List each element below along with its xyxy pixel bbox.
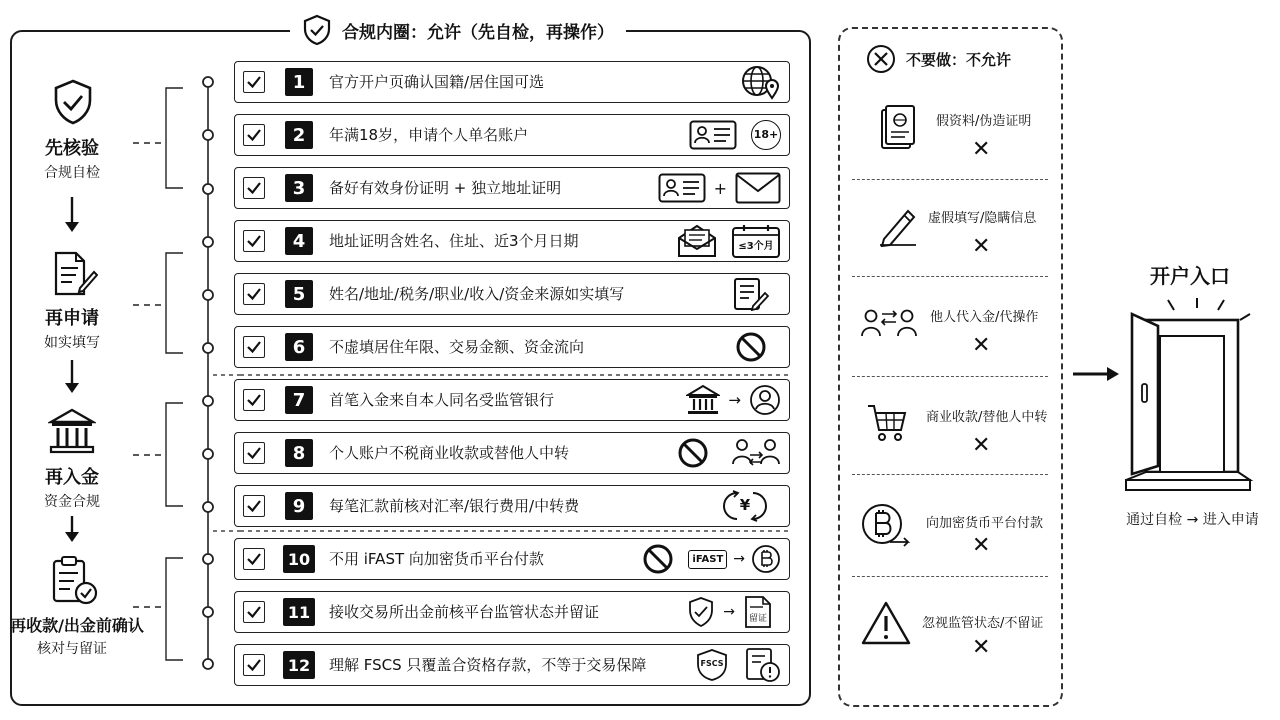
dont-label: 他人代入金/代操作 bbox=[930, 310, 1039, 325]
cross-mark: ✕ bbox=[972, 234, 991, 259]
phase-title-3: 再入金 bbox=[45, 467, 99, 488]
dont-label: 假资料/伪造证明 bbox=[936, 114, 1032, 129]
dont-label: 虚假填写/隐瞒信息 bbox=[928, 211, 1037, 226]
passport-icon bbox=[880, 104, 920, 152]
checklist-item-5[interactable] bbox=[234, 273, 790, 315]
item-text: 每笔汇款前核对汇率/银行费用/中转费 bbox=[329, 497, 580, 515]
id-card-icon bbox=[658, 173, 706, 203]
arrow-right: → bbox=[728, 391, 741, 409]
checkbox-checked[interactable] bbox=[243, 177, 265, 199]
item-text: 个人账户不税商业收款或替他人中转 bbox=[329, 444, 570, 462]
dont-label: 向加密货币平台付款 bbox=[926, 516, 1044, 531]
dont-header bbox=[866, 44, 1011, 74]
dont-item-2 bbox=[852, 197, 1048, 293]
checkbox-checked[interactable] bbox=[243, 654, 265, 676]
item-text: 不虚填居住年限、交易金额、资金流向 bbox=[329, 338, 585, 356]
divider bbox=[852, 576, 1048, 577]
entrance-caption: 通过自检 → 进入申请 bbox=[1126, 512, 1259, 528]
item-number: 9 bbox=[285, 492, 313, 520]
calendar-icon bbox=[731, 223, 781, 259]
checkbox-checked[interactable] bbox=[243, 336, 265, 358]
envelope-icon bbox=[735, 172, 781, 204]
dont-label: 商业收款/替他人中转 bbox=[926, 410, 1048, 425]
phase-subtitle-2: 如实填写 bbox=[44, 335, 100, 351]
id-card-icon bbox=[689, 120, 737, 150]
dont-item-1 bbox=[852, 100, 1048, 196]
people-swap-icon bbox=[860, 306, 918, 342]
item-number: 11 bbox=[283, 598, 315, 626]
checklist-item-1[interactable] bbox=[234, 61, 790, 103]
item-number: 4 bbox=[285, 227, 313, 255]
phase-title-2: 再申请 bbox=[45, 308, 99, 329]
checklist-item-12[interactable] bbox=[234, 644, 790, 686]
checkbox-checked[interactable] bbox=[243, 389, 265, 411]
checkbox-checked[interactable] bbox=[243, 124, 265, 146]
item-text: 备好有效身份证明 + 独立地址证明 bbox=[329, 179, 562, 197]
item-text: 首笔入金来自本人同名受监管银行 bbox=[329, 391, 555, 409]
item-number: 7 bbox=[285, 386, 313, 414]
evidence-doc-icon bbox=[743, 595, 773, 629]
checklist-item-10[interactable] bbox=[234, 538, 790, 580]
cross-mark: ✕ bbox=[972, 433, 991, 458]
item-number: 6 bbox=[285, 333, 313, 361]
cart-icon bbox=[866, 402, 908, 444]
people-transfer-icon bbox=[731, 436, 781, 470]
yen-symbol: ¥ bbox=[739, 496, 751, 514]
form-pen-icon bbox=[733, 277, 769, 311]
phase-subtitle-4: 核对与留证 bbox=[37, 641, 107, 657]
checklist-item-9[interactable] bbox=[234, 485, 790, 527]
bitcoin-icon bbox=[751, 544, 781, 574]
checklist-item-7[interactable] bbox=[234, 379, 790, 421]
item-text: 不用 iFAST 向加密货币平台付款 bbox=[329, 550, 544, 568]
fscs-label: FSCS bbox=[700, 659, 724, 668]
divider bbox=[852, 376, 1048, 377]
pencil-icon bbox=[878, 203, 918, 247]
dont-item-4 bbox=[852, 396, 1048, 492]
close-circle-icon bbox=[866, 44, 896, 74]
user-circle-icon bbox=[749, 384, 781, 416]
checkbox-checked[interactable] bbox=[243, 71, 265, 93]
checkbox-checked[interactable] bbox=[243, 283, 265, 305]
checkbox-checked[interactable] bbox=[243, 230, 265, 252]
item-number: 8 bbox=[285, 439, 313, 467]
warning-icon bbox=[860, 600, 912, 646]
item-number: 5 bbox=[285, 280, 313, 308]
checklist-item-6[interactable] bbox=[234, 326, 790, 368]
arrow-right: → bbox=[733, 551, 745, 567]
evidence-label: 留证 bbox=[748, 614, 767, 624]
checkbox-checked[interactable] bbox=[243, 442, 265, 464]
item-text: 接收交易所出金前核平台监管状态并留证 bbox=[329, 603, 600, 621]
checklist-item-3[interactable] bbox=[234, 167, 790, 209]
checkbox-checked[interactable] bbox=[243, 601, 265, 623]
phase-subtitle-1: 合规自检 bbox=[44, 165, 100, 181]
dont-item-5 bbox=[852, 496, 1048, 592]
cross-mark: ✕ bbox=[972, 333, 991, 358]
timeline-connectors bbox=[0, 0, 240, 720]
item-text: 年满18岁，申请个人单名账户 bbox=[329, 126, 529, 144]
arrow-to-entrance bbox=[1071, 364, 1123, 384]
globe-pin-icon bbox=[739, 64, 781, 100]
currency-exchange-icon bbox=[721, 489, 769, 523]
doc-warning-icon bbox=[745, 647, 781, 683]
frame-title-text: 合规内圈：允许（先自检，再操作） bbox=[342, 22, 614, 43]
item-number: 10 bbox=[283, 545, 315, 573]
divider bbox=[852, 276, 1048, 277]
dont-item-3 bbox=[852, 296, 1048, 392]
plus-sign: + bbox=[713, 178, 727, 198]
age-18-icon: 18+ bbox=[751, 120, 781, 150]
dont-header-text: 不要做：不允许 bbox=[906, 50, 1012, 69]
phase-title-4: 再收款/出金前确认 bbox=[10, 616, 144, 635]
prohibited-icon bbox=[735, 331, 767, 363]
checklist-item-2[interactable] bbox=[234, 114, 790, 156]
item-text: 地址证明含姓名、住址、近3个月日期 bbox=[329, 232, 579, 250]
fscs-shield-icon bbox=[695, 648, 729, 682]
dont-label: 忽视监管状态/不留证 bbox=[922, 616, 1044, 631]
ifast-icon: iFAST bbox=[688, 550, 727, 569]
checkbox-checked[interactable] bbox=[243, 548, 265, 570]
phase-title-1: 先核验 bbox=[45, 138, 99, 159]
frame-title bbox=[290, 12, 626, 48]
cross-mark: ✕ bbox=[972, 137, 991, 162]
item-text: 理解 FSCS 只覆盖合资格存款，不等于交易保障 bbox=[329, 656, 647, 674]
item-text: 官方开户页确认国籍/居住国可选 bbox=[329, 73, 545, 91]
shield-check-icon bbox=[302, 14, 332, 46]
cross-mark: ✕ bbox=[972, 533, 991, 558]
phase-subtitle-3: 资金合规 bbox=[44, 494, 100, 510]
open-door-icon bbox=[1118, 296, 1268, 496]
open-envelope-icon bbox=[677, 224, 717, 258]
prohibited-icon bbox=[642, 543, 674, 575]
calendar-label: ≤3个月 bbox=[738, 241, 774, 252]
item-number: 1 bbox=[285, 68, 313, 96]
item-number: 3 bbox=[285, 174, 313, 202]
entrance-title: 开户入口 bbox=[1150, 264, 1230, 288]
divider bbox=[852, 474, 1048, 475]
checklist-item-4[interactable] bbox=[234, 220, 790, 262]
item-text: 姓名/地址/税务/职业/收入/资金来源如实填写 bbox=[329, 285, 625, 303]
item-number: 12 bbox=[283, 651, 315, 679]
checkbox-checked[interactable] bbox=[243, 495, 265, 517]
checklist-item-11[interactable] bbox=[234, 591, 790, 633]
shield-check-icon bbox=[687, 596, 715, 628]
prohibited-icon bbox=[677, 437, 709, 469]
bank-icon bbox=[686, 384, 720, 416]
dont-item-6 bbox=[852, 598, 1048, 694]
divider bbox=[852, 179, 1048, 180]
bitcoin-arrow-icon bbox=[860, 502, 920, 552]
arrow-right: → bbox=[723, 604, 735, 620]
cross-mark: ✕ bbox=[972, 635, 991, 660]
checklist-item-8[interactable] bbox=[234, 432, 790, 474]
item-number: 2 bbox=[285, 121, 313, 149]
